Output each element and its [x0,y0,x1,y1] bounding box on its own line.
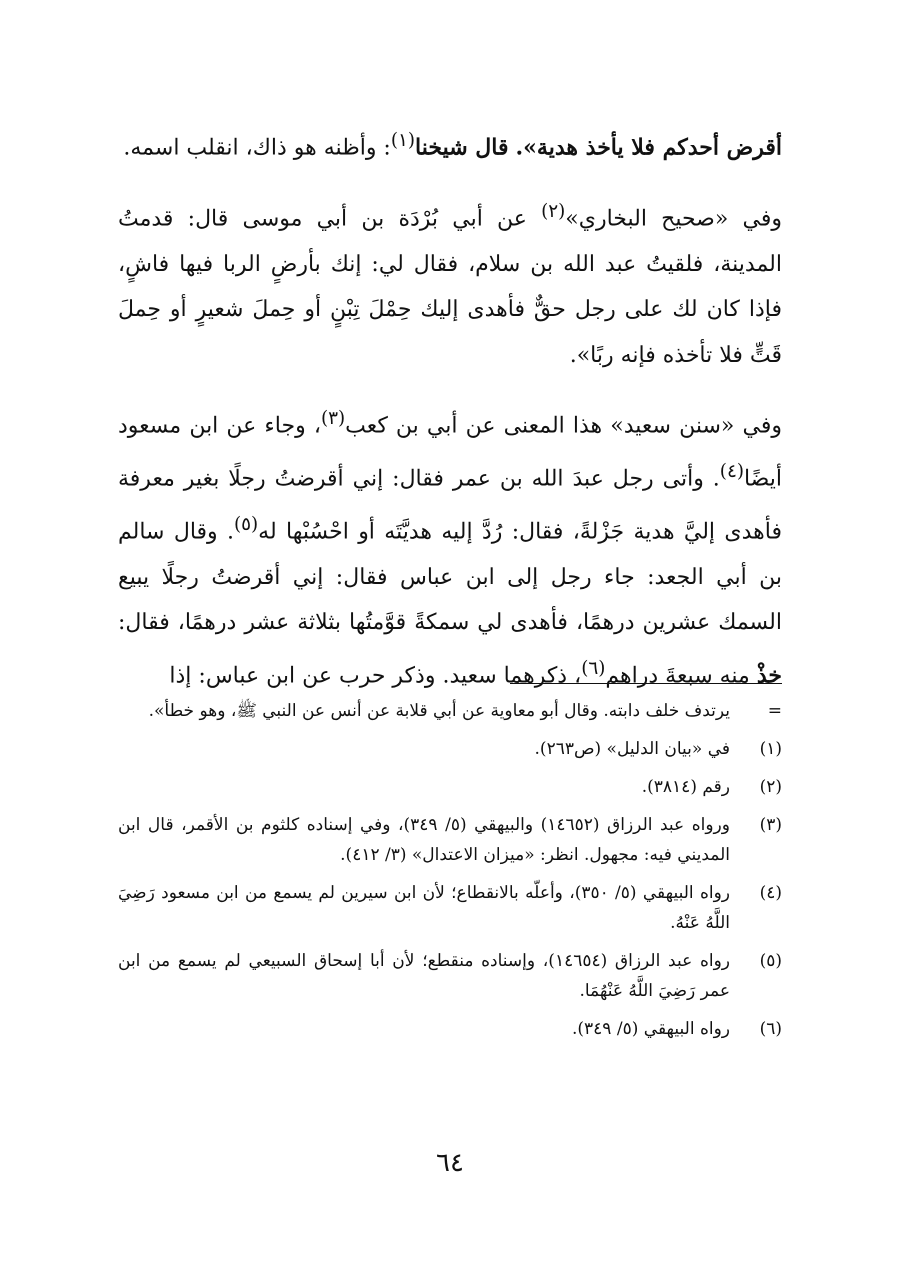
footnote-5 [118,946,782,1006]
footnote-text: في «بيان الدليل» (ص٢٦٣). [534,739,730,759]
footnote-4 [118,878,782,938]
footnote-number: (١) [759,739,782,759]
main-text [118,118,782,698]
footnote-ref-1[interactable]: (١) [390,130,416,151]
footnote-text: رواه البيهقي (٥/ ٣٤٩). [572,1019,730,1039]
paragraph-1 [118,118,782,171]
footnote-number: = [767,701,782,721]
footnote-number: (٢) [759,777,782,797]
footnote-text: رواه البيهقي (٥/ ٣٥٠)، وأعلّه بالانقطاع؛ لأن ابن سيرين لم يسمع من ابن مسعود رَضِيَ اللَّهُ عَنْهُ. [118,883,730,933]
footnote-2 [118,772,782,802]
paragraph-3 [118,396,782,698]
paragraph-1-rest: : وأظنه هو ذاك، انقلب اسمه. [123,135,391,161]
footnote-ref-5[interactable]: (٥) [234,513,259,535]
footnote-text: رقم (٣٨١٤). [641,777,730,797]
footnote-number: (٥) [759,951,782,971]
paragraph-3-part-d: . وقال سالم بن أبي الجعد: جاء رجل إلى ابن عباس فقال: إني أقرضتُ رجلًا يبيع السمك عشرين درهمًا، فأهدى لي سمكةً قوَّمتُها بثلاثة عشر درهمًا، فقال: [118,519,782,636]
paragraph-3-part-e: منه سبعةَ دراهم [605,662,757,688]
paragraph-2-body: عن أبي بُرْدَة بن أبي موسى قال: قدمتُ المدينة، فلقيتُ عبد الله بن سلام، فقال لي: إنك بأرضٍ الربا فيها فاشٍ، فإذا كان لك على رجل حقٌّ فأهدى إليك حِمْلَ تِبْنٍ أو حِملَ شعيرٍ أو حِملَ قَتٍّ فلا تأخذه فإنه ربًا». [118,206,782,368]
footnote-separator [510,683,782,684]
paragraph-3-part-c: . وأتى رجل عبدَ الله بن عمر فقال: إني أقرضتُ رجلًا بغير معرفة فأهدى إليَّ هدية جَزْلةً، فقال: رُدَّ إليه هديَّتَه أو احْسُبْها له [118,466,782,545]
take-word-bold: خذْ [756,661,782,688]
paragraph-3-part-f: ، ذكرهما سعيد. وذكر حرب عن ابن عباس: إذا [169,662,582,688]
said-our-sheikh: قال شيخنا [415,134,509,161]
footnote-ref-2[interactable]: (٢) [541,200,566,222]
quote-end-bold: أقرض أحدكم فلا يأخذ هدية». [515,134,782,161]
footnote-text: يرتدف خلف دابته. وقال أبو معاوية عن أبي قلابة عن أنس عن النبي ﷺ، وهو خطأ». [148,701,730,721]
footnote-number: (٣) [759,815,782,835]
footnote-continuation [118,696,782,726]
footnote-text: ورواه عبد الرزاق (١٤٦٥٢) والبيهقي (٥/ ٣٤٩)، وفي إسناده كلثوم بن الأقمر، قال ابن المديني فيه: مجهول. انظر: «ميزان الاعتدال» (٣/ ٤١٢). [118,815,730,865]
footnote-number: (٤) [759,883,782,903]
paragraph-2 [118,189,782,378]
footnotes [118,696,782,1052]
footnote-ref-4[interactable]: (٤) [719,460,744,482]
page-number: ٦٤ [436,1148,464,1178]
footnote-6 [118,1014,782,1044]
footnote-ref-6[interactable]: (٦) [581,657,606,679]
footnote-text: رواه عبد الرزاق (١٤٦٥٤)، وإسناده منقطع؛ لأن أبا إسحاق السبيعي لم يسمع من ابن عمر رَضِيَ اللَّهُ عَنْهُمَا. [118,951,731,1001]
paragraph-3-part-b: ، وجاء عن ابن مسعود أيضًا [118,413,782,492]
paragraph-2-start: وفي «صحيح البخاري» [565,206,782,232]
paragraph-3-start: وفي «سنن سعيد» هذا المعنى عن أبي بن كعب [345,413,782,439]
footnote-1 [118,734,782,764]
footnote-ref-3[interactable]: (٣) [320,408,346,430]
footnote-number: (٦) [759,1019,782,1039]
footnote-3 [118,810,782,870]
